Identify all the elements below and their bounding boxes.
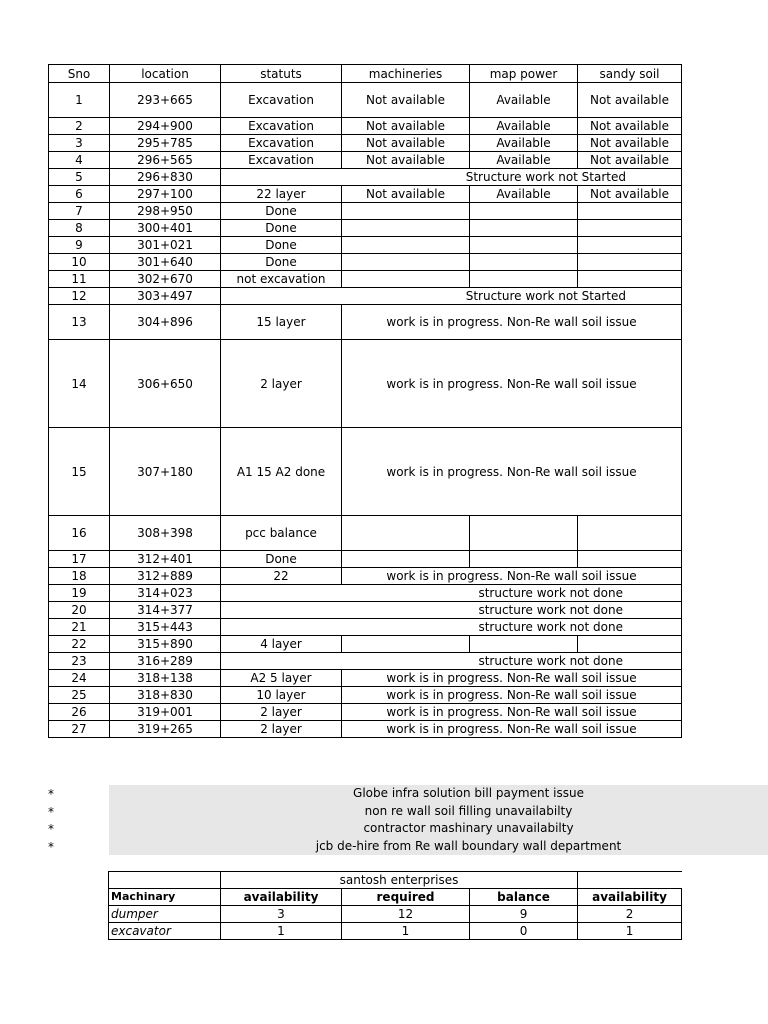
machineries-cell — [342, 271, 470, 288]
sandy-soil-cell — [578, 516, 682, 551]
status-cell: 2 layer — [221, 340, 342, 428]
machineries-cell: Not available — [342, 135, 470, 152]
location-cell: 296+565 — [110, 152, 221, 169]
col-availability: availability — [221, 889, 342, 906]
sno-cell: 26 — [49, 704, 110, 721]
table-row — [49, 687, 682, 704]
location-cell: 304+896 — [110, 305, 221, 340]
sno-cell: 25 — [49, 687, 110, 704]
table-row — [49, 305, 682, 340]
header-map-power: map power — [470, 65, 578, 83]
table-row — [49, 220, 682, 237]
table-row — [49, 203, 682, 220]
table-row — [49, 340, 682, 428]
location-cell: 312+889 — [110, 568, 221, 585]
remark-cell: Structure work not Started — [221, 169, 682, 186]
header-status: statuts — [221, 65, 342, 83]
sno-cell: 1 — [49, 83, 110, 118]
issue-text: non re wall soil filling unavailabilty — [109, 803, 768, 821]
location-cell: 307+180 — [110, 428, 221, 516]
table-row — [49, 271, 682, 288]
status-cell: A1 15 A2 done — [221, 428, 342, 516]
sno-cell: 10 — [49, 254, 110, 271]
remark-cell: work is in progress. Non-Re wall soil issue — [342, 568, 682, 585]
sno-cell: 12 — [49, 288, 110, 305]
table-row — [49, 721, 682, 738]
sno-cell: 6 — [49, 186, 110, 203]
remark-cell: work is in progress. Non-Re wall soil issue — [342, 340, 682, 428]
remark-cell: structure work not done — [221, 585, 682, 602]
map-power-cell: Available — [470, 186, 578, 203]
sno-cell: 20 — [49, 602, 110, 619]
machineries-cell: Not available — [342, 83, 470, 118]
location-cell: 318+138 — [110, 670, 221, 687]
status-cell: Done — [221, 220, 342, 237]
map-power-cell — [470, 271, 578, 288]
location-cell: 298+950 — [110, 203, 221, 220]
sno-cell: 21 — [49, 619, 110, 636]
remark-cell: structure work not done — [221, 602, 682, 619]
machinery-row — [109, 923, 682, 940]
machinery-header-row — [109, 889, 682, 906]
status-cell: not excavation — [221, 271, 342, 288]
table-row — [49, 254, 682, 271]
machineries-cell — [342, 551, 470, 568]
sno-cell: 24 — [49, 670, 110, 687]
location-cell: 315+890 — [110, 636, 221, 653]
location-cell: 318+830 — [110, 687, 221, 704]
status-cell: 15 layer — [221, 305, 342, 340]
table-row — [49, 237, 682, 254]
sno-cell: 18 — [49, 568, 110, 585]
site-status-table — [48, 64, 682, 738]
location-cell: 297+100 — [110, 186, 221, 203]
sandy-soil-cell — [578, 220, 682, 237]
location-cell: 319+265 — [110, 721, 221, 738]
machine-value: 9 — [470, 906, 578, 923]
location-cell: 308+398 — [110, 516, 221, 551]
location-cell: 319+001 — [110, 704, 221, 721]
status-cell: Done — [221, 237, 342, 254]
machine-value: 2 — [578, 906, 682, 923]
table-row — [49, 670, 682, 687]
remark-cell: structure work not done — [221, 653, 682, 670]
map-power-cell — [470, 237, 578, 254]
table-row — [49, 169, 682, 186]
machinery-label: Machinary — [109, 889, 221, 906]
status-cell: Done — [221, 203, 342, 220]
sno-cell: 11 — [49, 271, 110, 288]
table-row — [49, 428, 682, 516]
table-row — [49, 619, 682, 636]
table-row — [49, 186, 682, 203]
sno-cell: 22 — [49, 636, 110, 653]
location-cell: 316+289 — [110, 653, 221, 670]
machine-value: 1 — [342, 923, 470, 940]
map-power-cell — [470, 551, 578, 568]
location-cell: 301+640 — [110, 254, 221, 271]
table-row — [49, 288, 682, 305]
issue-text: contractor mashinary unavailabilty — [109, 820, 768, 838]
remark-cell: work is in progress. Non-Re wall soil issue — [342, 687, 682, 704]
company-name: santosh enterprises — [221, 872, 578, 889]
remark-cell: work is in progress. Non-Re wall soil issue — [342, 305, 682, 340]
status-cell: Excavation — [221, 83, 342, 118]
map-power-cell — [470, 220, 578, 237]
map-power-cell — [470, 636, 578, 653]
table-row — [49, 636, 682, 653]
table-row — [49, 602, 682, 619]
table-row — [49, 585, 682, 602]
map-power-cell: Available — [470, 135, 578, 152]
table-header-row — [49, 65, 682, 83]
machine-value: 0 — [470, 923, 578, 940]
table-row — [49, 152, 682, 169]
sno-cell: 2 — [49, 118, 110, 135]
location-cell: 302+670 — [110, 271, 221, 288]
header-machineries: machineries — [342, 65, 470, 83]
sno-cell: 17 — [49, 551, 110, 568]
location-cell: 293+665 — [110, 83, 221, 118]
header-sno: Sno — [49, 65, 110, 83]
location-cell: 296+830 — [110, 169, 221, 186]
remark-cell: work is in progress. Non-Re wall soil issue — [342, 721, 682, 738]
sno-cell: 8 — [49, 220, 110, 237]
status-cell: pcc balance — [221, 516, 342, 551]
location-cell: 314+023 — [110, 585, 221, 602]
remark-cell: Structure work not Started — [221, 288, 682, 305]
machineries-cell: Not available — [342, 186, 470, 203]
machine-value: 12 — [342, 906, 470, 923]
sno-cell: 4 — [49, 152, 110, 169]
machinery-row — [109, 906, 682, 923]
sno-cell: 14 — [49, 340, 110, 428]
table-row — [49, 118, 682, 135]
sno-cell: 27 — [49, 721, 110, 738]
machinery-corner — [109, 872, 221, 889]
machine-name: dumper — [109, 906, 221, 923]
sno-cell: 16 — [49, 516, 110, 551]
bullet-marker: * — [48, 804, 54, 819]
sno-cell: 3 — [49, 135, 110, 152]
map-power-cell — [470, 516, 578, 551]
remark-cell: work is in progress. Non-Re wall soil issue — [342, 704, 682, 721]
status-cell: Excavation — [221, 118, 342, 135]
status-cell: A2 5 layer — [221, 670, 342, 687]
machinery-company-row — [109, 872, 682, 889]
location-cell: 312+401 — [110, 551, 221, 568]
issue-item — [0, 820, 768, 838]
machine-name: excavator — [109, 923, 221, 940]
issue-text: Globe infra solution bill payment issue — [109, 785, 768, 803]
map-power-cell: Available — [470, 83, 578, 118]
issue-item — [0, 785, 768, 803]
sno-cell: 23 — [49, 653, 110, 670]
col-required: required — [342, 889, 470, 906]
sandy-soil-cell: Not available — [578, 135, 682, 152]
status-cell: Excavation — [221, 152, 342, 169]
machineries-cell — [342, 516, 470, 551]
sandy-soil-cell: Not available — [578, 152, 682, 169]
remark-cell: work is in progress. Non-Re wall soil issue — [342, 670, 682, 687]
sno-cell: 9 — [49, 237, 110, 254]
status-cell: Done — [221, 551, 342, 568]
location-cell: 303+497 — [110, 288, 221, 305]
status-cell: 4 layer — [221, 636, 342, 653]
issue-item — [0, 803, 768, 821]
sandy-soil-cell: Not available — [578, 186, 682, 203]
sno-cell: 19 — [49, 585, 110, 602]
sandy-soil-cell: Not available — [578, 118, 682, 135]
remark-cell: structure work not done — [221, 619, 682, 636]
location-cell: 300+401 — [110, 220, 221, 237]
machine-value: 3 — [221, 906, 342, 923]
header-location: location — [110, 65, 221, 83]
sandy-soil-cell — [578, 271, 682, 288]
map-power-cell: Available — [470, 152, 578, 169]
map-power-cell: Available — [470, 118, 578, 135]
sandy-soil-cell — [578, 551, 682, 568]
table-row — [49, 83, 682, 118]
bullet-marker: * — [48, 822, 54, 836]
machine-value: 1 — [221, 923, 342, 940]
status-cell: 2 layer — [221, 721, 342, 738]
location-cell: 295+785 — [110, 135, 221, 152]
machineries-cell: Not available — [342, 152, 470, 169]
machineries-cell — [342, 203, 470, 220]
col-balance: balance — [470, 889, 578, 906]
status-cell: 22 — [221, 568, 342, 585]
status-cell: Done — [221, 254, 342, 271]
issue-item — [0, 838, 768, 856]
status-cell: 10 layer — [221, 687, 342, 704]
table-row — [49, 135, 682, 152]
table-row — [49, 516, 682, 551]
map-power-cell — [470, 203, 578, 220]
sno-cell: 13 — [49, 305, 110, 340]
table-row — [49, 551, 682, 568]
table-row — [49, 653, 682, 670]
table-row — [49, 568, 682, 585]
location-cell: 315+443 — [110, 619, 221, 636]
sno-cell: 5 — [49, 169, 110, 186]
map-power-cell — [470, 254, 578, 271]
status-cell: 2 layer — [221, 704, 342, 721]
location-cell: 314+377 — [110, 602, 221, 619]
location-cell: 301+021 — [110, 237, 221, 254]
issues-list — [0, 785, 768, 855]
sandy-soil-cell: Not available — [578, 83, 682, 118]
sandy-soil-cell — [578, 636, 682, 653]
machineries-cell: Not available — [342, 118, 470, 135]
sno-cell: 15 — [49, 428, 110, 516]
location-cell: 306+650 — [110, 340, 221, 428]
machinery-table — [108, 871, 682, 940]
table-row — [49, 704, 682, 721]
machineries-cell — [342, 636, 470, 653]
location-cell: 294+900 — [110, 118, 221, 135]
machineries-cell — [342, 254, 470, 271]
col-availability-2: availability — [578, 889, 682, 906]
sandy-soil-cell — [578, 237, 682, 254]
bullet-marker: * — [48, 787, 54, 801]
sno-cell: 7 — [49, 203, 110, 220]
header-sandy-soil: sandy soil — [578, 65, 682, 83]
machine-value: 1 — [578, 923, 682, 940]
status-cell: Excavation — [221, 135, 342, 152]
sandy-soil-cell — [578, 203, 682, 220]
machinery-blank — [578, 872, 682, 889]
machineries-cell — [342, 220, 470, 237]
issue-text: jcb de-hire from Re wall boundary wall department — [109, 838, 768, 856]
sandy-soil-cell — [578, 254, 682, 271]
status-cell: 22 layer — [221, 186, 342, 203]
machineries-cell — [342, 237, 470, 254]
remark-cell: work is in progress. Non-Re wall soil issue — [342, 428, 682, 516]
bullet-marker: * — [48, 839, 54, 854]
